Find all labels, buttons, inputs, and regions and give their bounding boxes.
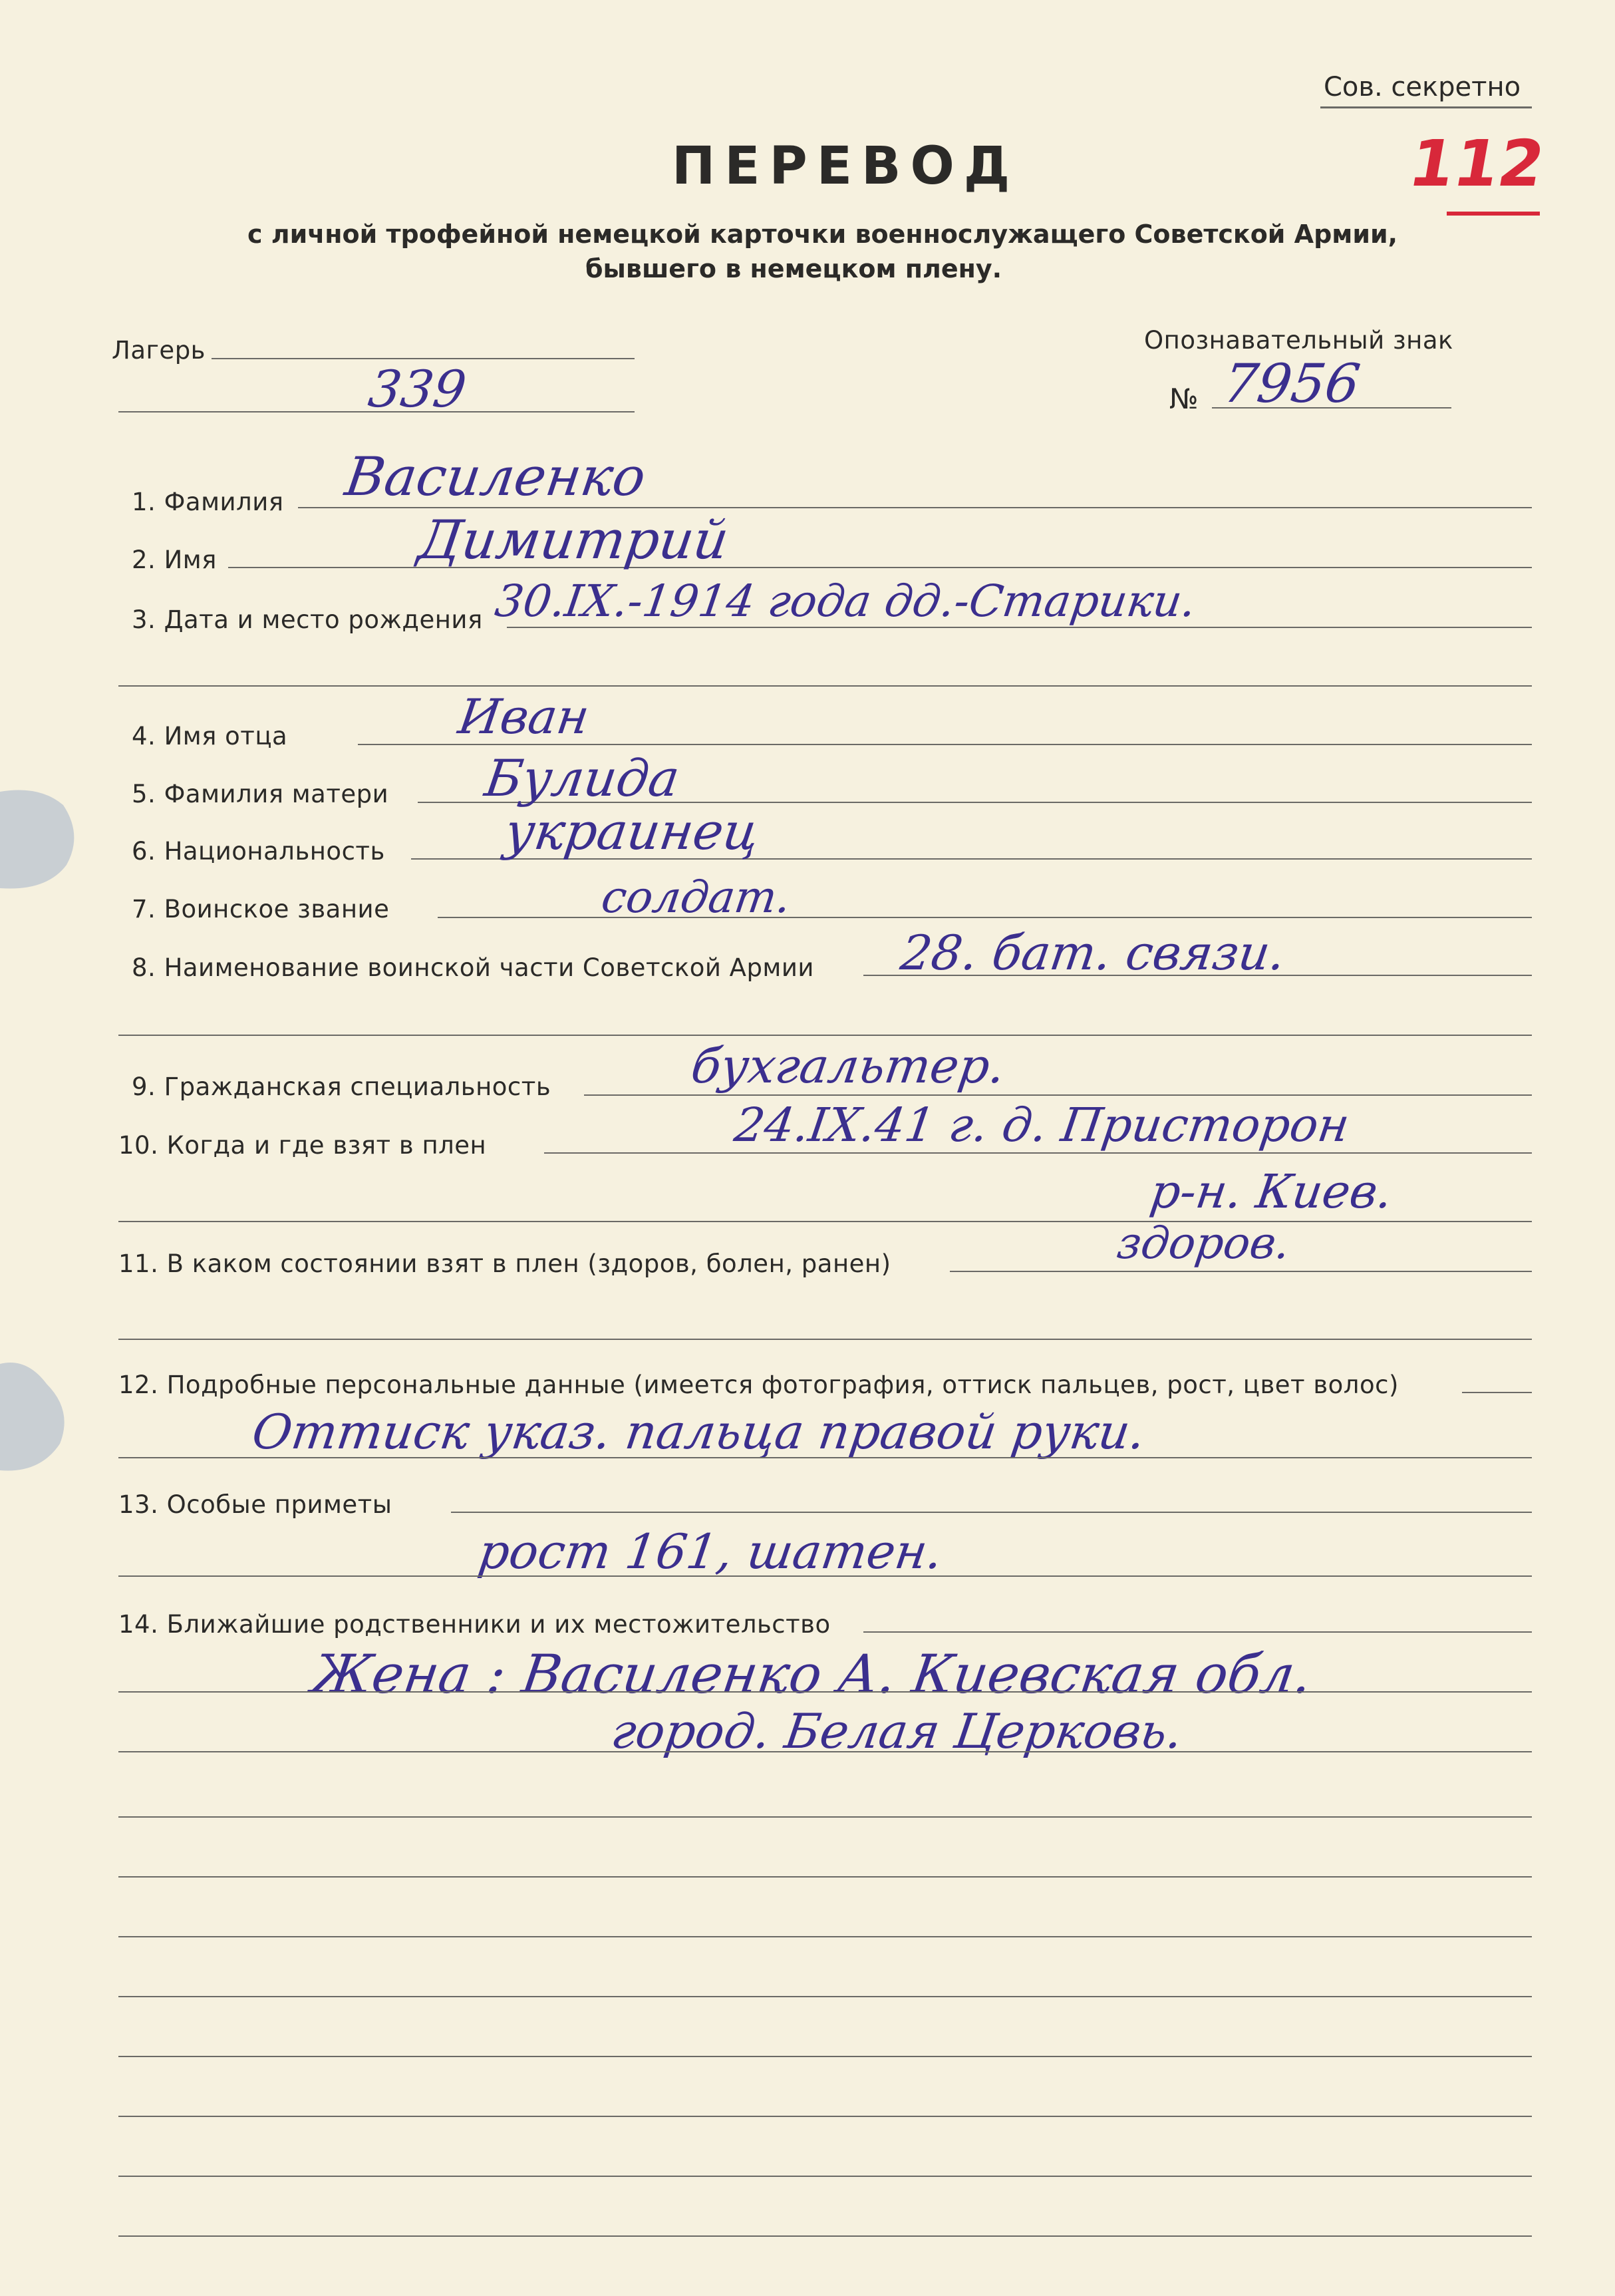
personal-data-value: Оттиск указ. пальца правой руки.	[249, 1404, 1149, 1460]
first-name-value: Димитрий	[414, 509, 733, 571]
birth-date-place-value: 30.IX.-1914 года дд.-Старики.	[492, 575, 1199, 627]
camp-label: Лагерь	[112, 336, 206, 365]
mother-surname-value: Булида	[481, 748, 684, 808]
father-name-value: Иван	[455, 689, 593, 744]
id-tag-value: 7956	[1219, 353, 1364, 414]
military-rank-value: солдат.	[598, 872, 794, 923]
father-name-label: 4. Имя отца	[132, 722, 288, 750]
surname-value: Василенко	[341, 446, 650, 508]
civil-profession-value: бухгальтер.	[688, 1038, 1009, 1094]
page-subtitle-line-2: бывшего в немецком плену.	[585, 254, 1002, 283]
personal-data-line-2	[118, 1457, 1532, 1458]
blank-line	[118, 2235, 1532, 2237]
relatives-line-2	[118, 1691, 1532, 1693]
capture-time-place-label: 10. Когда и где взят в плен	[118, 1131, 487, 1160]
first-name-label: 2. Имя	[132, 546, 217, 574]
capture-condition-line-2	[118, 1339, 1532, 1340]
id-tag-label: Опознавательный знак	[1144, 326, 1453, 355]
military-unit-label: 8. Наименование воинской части Советской Армии	[132, 953, 814, 982]
birth-date-place-line-2	[118, 685, 1532, 687]
page-subtitle-line-1: с личной трофейной немецкой карточки военнослужащего Советской Армии,	[247, 220, 1398, 249]
archive-number-underline	[1447, 212, 1540, 216]
capture-condition-label: 11. В каком состоянии взят в плен (здоров, болен, ранен)	[118, 1249, 891, 1278]
relatives-label: 14. Ближайшие родственники и их местожительство	[118, 1610, 831, 1639]
blank-line	[118, 2056, 1532, 2057]
surname-label: 1. Фамилия	[132, 488, 284, 516]
camp-line-2	[118, 411, 635, 412]
nationality-label: 6. Национальность	[132, 837, 385, 866]
archive-number: 112	[1403, 126, 1550, 201]
blank-line	[118, 2116, 1532, 2117]
blank-line	[118, 1936, 1532, 1937]
page-title: ПЕРЕВОД	[672, 136, 1020, 196]
punch-hole-bottom	[0, 1357, 86, 1490]
camp-value: 339	[365, 359, 470, 418]
nationality-value: украинец	[501, 802, 763, 861]
blank-line	[118, 1816, 1532, 1818]
punch-hole-top	[0, 778, 86, 911]
relatives-value: Жена : Василенко А. Киевская обл.	[308, 1643, 1316, 1705]
special-marks-value: рост 161, шатен.	[475, 1524, 947, 1579]
relatives-value-2: город. Белая Церковь.	[608, 1703, 1187, 1759]
military-rank-label: 7. Воинское звание	[132, 895, 390, 923]
birth-date-place-line	[507, 627, 1532, 628]
special-marks-label: 13. Особые приметы	[118, 1490, 392, 1519]
special-marks-line-2	[118, 1575, 1532, 1577]
capture-condition-line	[950, 1271, 1532, 1272]
military-unit-line-2	[118, 1035, 1532, 1036]
blank-line	[118, 1876, 1532, 1878]
capture-time-place-line-2	[118, 1221, 1532, 1222]
mother-surname-label: 5. Фамилия матери	[132, 780, 389, 808]
classification-mark: Сов. секретно	[1324, 72, 1521, 102]
personal-data-line	[1462, 1392, 1532, 1393]
birth-date-place-label: 3. Дата и место рождения	[132, 605, 483, 634]
capture-time-place-line	[544, 1152, 1532, 1154]
capture-condition-value: здоров.	[1113, 1218, 1294, 1269]
personal-data-label: 12. Подробные персональные данные (имеется фотография, оттиск пальцев, рост, цвет волос)	[118, 1371, 1399, 1399]
relatives-line	[863, 1631, 1532, 1633]
special-marks-line	[451, 1512, 1532, 1513]
id-tag-number-sign: №	[1169, 383, 1199, 415]
classification-underline	[1320, 106, 1532, 108]
blank-line	[118, 2176, 1532, 2177]
relatives-line-3	[118, 1751, 1532, 1752]
capture-time-place-value: 24.IX.41 г. д. Присторон	[731, 1098, 1353, 1152]
military-unit-value: 28. бат. связи.	[897, 925, 1289, 981]
civil-profession-label: 9. Гражданская специальность	[132, 1072, 551, 1101]
capture-time-place-value-2: р-н. Киев.	[1147, 1164, 1396, 1219]
blank-line	[118, 1996, 1532, 1997]
civil-profession-line	[584, 1094, 1532, 1096]
